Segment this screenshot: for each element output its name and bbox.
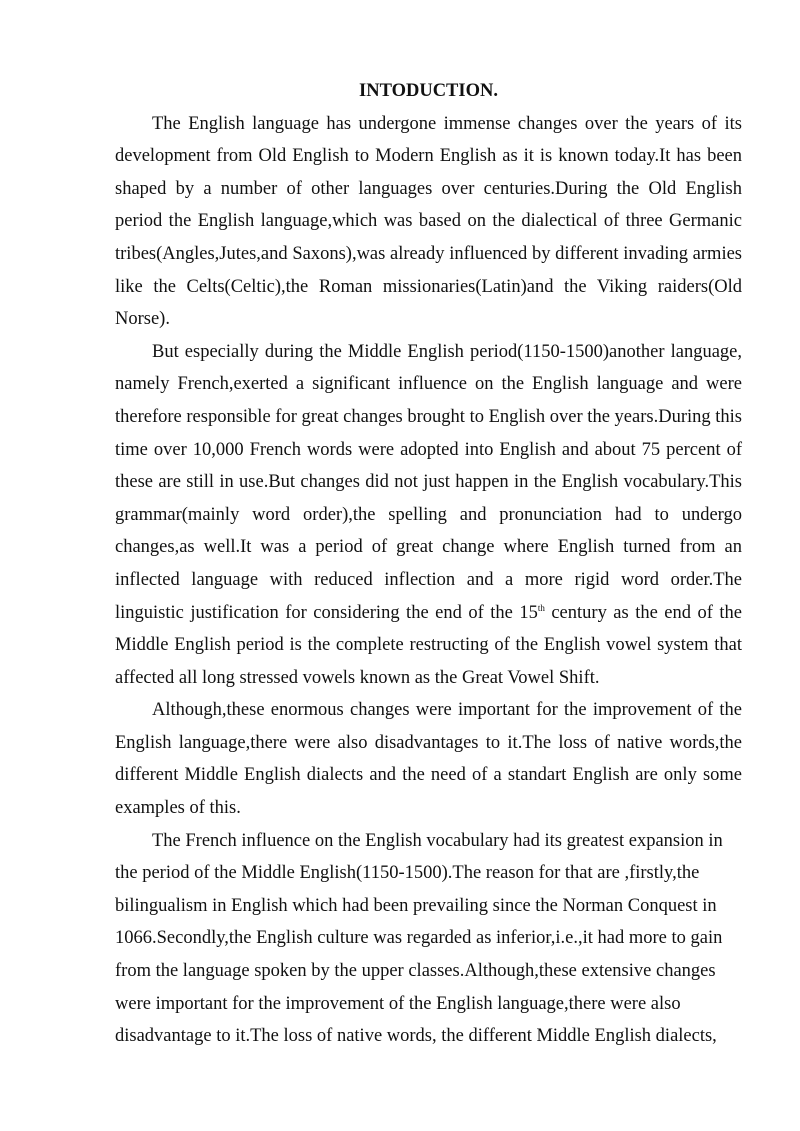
paragraph-3: Although,these enormous changes were important for the improvement of the English language,there were also disadvantages to it.The loss of native words,the different Middle English dialects and the need of a standart English are only some examples of this. [115, 700, 742, 819]
paragraph-2-text-end: century as the end of the Middle English period is the complete restructing of the English vowel system that affected all long stressed vowels known as the Great Vowel Shift. [115, 602, 742, 688]
paragraph-2 [115, 336, 742, 695]
paragraph-2-text-start: But especially during the Middle English period(1150-1500)another language, namely French,exerted a significant influence on the English language and were therefore responsible for great changes brought to English over the years.During this time over 10,000 French words were adopted into English and about 75 percent of these are still in use.But changes did not just happen in the English vocabulary.This grammar(mainly word order),the spelling and pronunciation had to undergo changes,as well.It was a period of great change where English turned from an inflected language with reduced inflection and a more rigid word order.The linguistic justification for considering the end of the 15 [115, 341, 742, 623]
document-body [115, 75, 742, 1053]
paragraph-4: The French influence on the English vocabulary had its greatest expansion in the period of the Middle English(1150-1500).The reason for that are ,firstly,the bilingualism in English which had been prevailing since the Norman Conquest in 1066.Secondly,the English culture was regarded as inferior,i.e.,it had more to gain from the language spoken by the upper classes.Although,these extensive changes were important for the improvement of the English language,there were also disadvantage to it.The loss of native words, the different Middle English dialects, [115, 830, 723, 1047]
ordinal-suffix: th [537, 602, 545, 613]
document-title: INTODUCTION. [359, 81, 498, 101]
paragraph-1: The English language has undergone immense changes over the years of its development from Old English to Modern English as it is known today.It has been shaped by a number of other languages over centuries.During the Old English period the English language,which was based on the dialectical of three Germanic tribes(Angles,Jutes,and Saxons),was already influenced by different invading armies like the Celts(Celtic),the Roman missionaries(Latin)and the Viking raiders(Old Norse). [115, 113, 742, 330]
